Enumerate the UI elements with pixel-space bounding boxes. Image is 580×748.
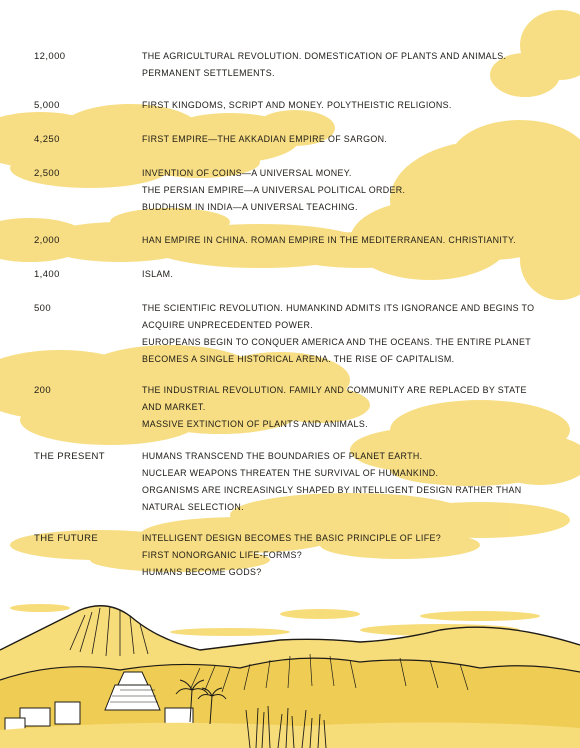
timeline-line: MASSIVE EXTINCTION OF PLANTS AND ANIMALS.	[142, 419, 368, 429]
timeline-year: 200	[34, 385, 52, 396]
timeline-description	[142, 131, 547, 148]
timeline-description	[142, 165, 547, 216]
timeline-line: ISLAM.	[142, 269, 174, 279]
timeline-line: AND MARKET.	[142, 402, 206, 412]
timeline-line: FIRST KINGDOMS, SCRIPT AND MONEY. POLYTHEISTIC RELIGIONS.	[142, 100, 452, 110]
timeline-line: ACQUIRE UNPRECEDENTED POWER.	[142, 320, 314, 330]
timeline-year: THE FUTURE	[34, 533, 99, 544]
timeline-year: 5,000	[34, 100, 60, 111]
timeline-line: BUDDHISM IN INDIA—A UNIVERSAL TEACHING.	[142, 202, 358, 212]
timeline-year: 2,000	[34, 235, 60, 246]
timeline-description	[142, 232, 547, 249]
timeline-year: 1,400	[34, 269, 60, 280]
timeline-description	[142, 266, 547, 283]
timeline-line: HUMANS TRANSCEND THE BOUNDARIES OF PLANET EARTH.	[142, 451, 423, 461]
timeline-line: HAN EMPIRE IN CHINA. ROMAN EMPIRE IN THE MEDITERRANEAN. CHRISTIANITY.	[142, 235, 516, 245]
timeline-line: THE PERSIAN EMPIRE—A UNIVERSAL POLITICAL ORDER.	[142, 185, 406, 195]
timeline-line: NATURAL SELECTION.	[142, 502, 244, 512]
timeline-year: 500	[34, 303, 52, 314]
timeline-year: THE PRESENT	[34, 451, 105, 462]
timeline-line: THE INDUSTRIAL REVOLUTION. FAMILY AND COMMUNITY ARE REPLACED BY STATE	[142, 385, 527, 395]
timeline-description	[142, 300, 547, 368]
timeline-line: NUCLEAR WEAPONS THREATEN THE SURVIVAL OF HUMANKIND.	[142, 468, 439, 478]
timeline-year: 2,500	[34, 168, 60, 179]
timeline-line: FIRST NONORGANIC LIFE-FORMS?	[142, 550, 303, 560]
timeline-line: PERMANENT SETTLEMENTS.	[142, 68, 275, 78]
timeline-description	[142, 48, 547, 82]
timeline-line: EUROPEANS BEGIN TO CONQUER AMERICA AND THE OCEANS. THE ENTIRE PLANET	[142, 337, 532, 347]
timeline-description	[142, 97, 547, 114]
timeline-line: THE AGRICULTURAL REVOLUTION. DOMESTICATION OF PLANTS AND ANIMALS.	[142, 51, 507, 61]
landscape-illustration	[0, 590, 580, 748]
timeline-line: INTELLIGENT DESIGN BECOMES THE BASIC PRINCIPLE OF LIFE?	[142, 533, 442, 543]
timeline-year: 4,250	[34, 134, 60, 145]
timeline-line: THE SCIENTIFIC REVOLUTION. HUMANKIND ADMITS ITS IGNORANCE AND BEGINS TO	[142, 303, 535, 313]
timeline-line: FIRST EMPIRE—THE AKKADIAN EMPIRE OF SARGON.	[142, 134, 388, 144]
timeline-line: BECOMES A SINGLE HISTORICAL ARENA. THE RISE OF CAPITALISM.	[142, 354, 455, 364]
timeline-description	[142, 530, 547, 581]
timeline-line: HUMANS BECOME GODS?	[142, 567, 262, 577]
timeline-year: 12,000	[34, 51, 66, 62]
timeline-description	[142, 382, 547, 433]
timeline-line: INVENTION OF COINS—A UNIVERSAL MONEY.	[142, 168, 352, 178]
timeline-line: ORGANISMS ARE INCREASINGLY SHAPED BY INTELLIGENT DESIGN RATHER THAN	[142, 485, 522, 495]
timeline-description	[142, 448, 547, 516]
